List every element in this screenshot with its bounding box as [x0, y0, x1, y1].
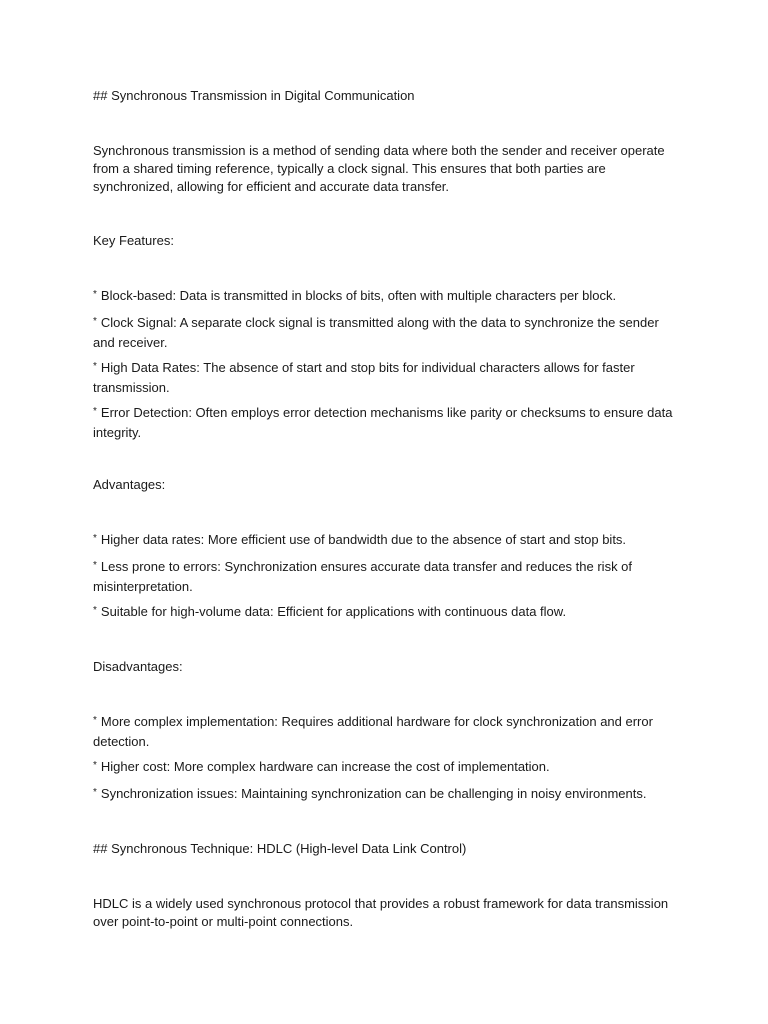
list-item	[93, 758, 678, 778]
list-item-text: Clock Signal: A separate clock signal is transmitted along with the data to synchronize the sender and receiver.	[93, 315, 659, 350]
list-item-text: Less prone to errors: Synchronization ensures accurate data transfer and reduces the risk of misinterpretation.	[93, 559, 633, 594]
list-item	[93, 314, 678, 352]
list-item-text: Higher data rates: More efficient use of bandwidth due to the absence of start and stop bits.	[100, 532, 627, 547]
bullet-icon: *	[93, 406, 97, 417]
list-item	[93, 603, 678, 623]
bullet-icon: *	[93, 361, 97, 372]
hdlc-intro-paragraph: HDLC is a widely used synchronous protocol that provides a robust framework for data transmission over point-to-point or multi-point connections.	[93, 896, 669, 929]
list-item-text: Block-based: Data is transmitted in blocks of bits, often with multiple characters per block.	[100, 288, 617, 303]
bullet-icon: *	[93, 560, 97, 571]
bullet-icon: *	[93, 605, 97, 616]
bullet-icon: *	[93, 533, 97, 544]
bullet-icon: *	[93, 289, 97, 300]
list-item	[93, 713, 678, 751]
bullet-icon: *	[93, 760, 97, 771]
list-item	[93, 558, 678, 596]
list-item-text: Suitable for high-volume data: Efficient for applications with continuous data flow.	[100, 604, 567, 619]
list-item-text: Higher cost: More complex hardware can increase the cost of implementation.	[100, 759, 550, 774]
bullet-icon: *	[93, 787, 97, 798]
list-item-text: Error Detection: Often employs error detection mechanisms like parity or checksums to ensure data integrity.	[93, 405, 673, 440]
intro-paragraph: Synchronous transmission is a method of sending data where both the sender and receiver operate from a shared timing reference, typically a clock signal. This ensures that both parties are synchronized, allowing for efficient and accurate data transfer.	[93, 143, 665, 194]
list-item-text: High Data Rates: The absence of start and stop bits for individual characters allows for faster transmission.	[93, 360, 635, 395]
list-item-text: Synchronization issues: Maintaining synchronization can be challenging in noisy environments.	[100, 786, 647, 801]
key-features-label: Key Features:	[93, 233, 174, 248]
advantages-label: Advantages:	[93, 477, 166, 492]
bullet-icon: *	[93, 715, 97, 726]
list-item	[93, 287, 678, 307]
list-item-text: More complex implementation: Requires additional hardware for clock synchronization and error detection.	[93, 714, 653, 749]
list-item	[93, 404, 678, 442]
heading-synchronous-transmission: ## Synchronous Transmission in Digital Communication	[93, 88, 415, 103]
bullet-icon: *	[93, 316, 97, 327]
disadvantages-label: Disadvantages:	[93, 659, 183, 674]
list-item	[93, 531, 678, 551]
list-item	[93, 785, 678, 805]
list-item	[93, 359, 678, 397]
heading-hdlc: ## Synchronous Technique: HDLC (High-level Data Link Control)	[93, 841, 467, 856]
